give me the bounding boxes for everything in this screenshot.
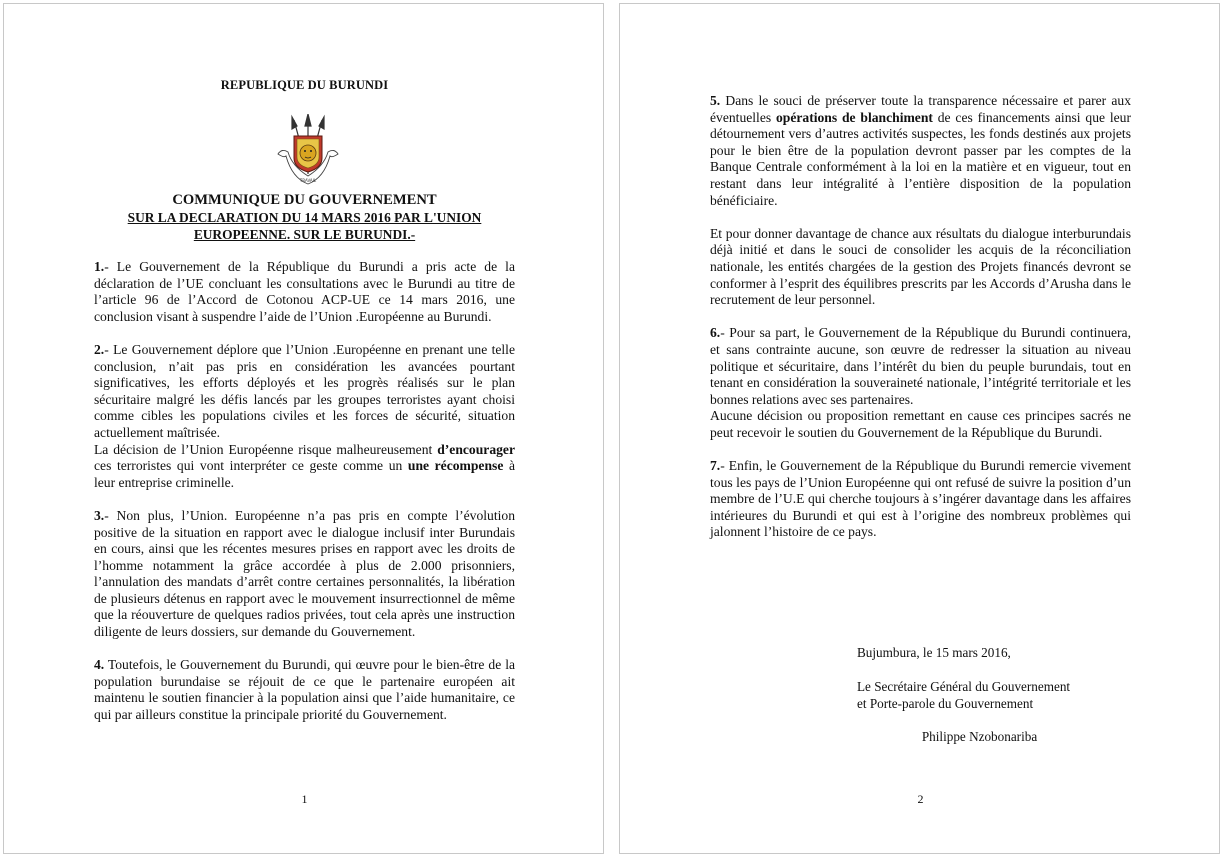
paragraph-7 (710, 458, 1131, 541)
page-1 (3, 3, 604, 854)
paragraph-text: Et pour donner davantage de chance aux résultats du dialogue interburundais déjà initié et dans le souci de consolider les acquis de la réconciliation nationale, les entités chargées de la gestion des Projets financés devront se conformer à l’esprit des équilibres prescrits par les Accords d’Arusha dans le recrutement de leur personnel. (710, 225, 1131, 308)
paragraph-number: 1. (94, 259, 105, 274)
signature-role-line-1: Le Secrétaire Général du Gouvernement (857, 679, 1071, 694)
page-number: 2 (917, 792, 924, 806)
page-2-body (710, 93, 1131, 558)
paragraph-2 (94, 342, 515, 491)
paragraph-text: de ces financements ainsi que leur détournement vers d’autres activités suspectes, les fonds destinés aux projets pour le bien être de la population devront passer par les comptes de la Banque Centrale conformément à la loi en la matière et en vigueur, tout en restant dans leur intégralité à l’entière disposition de la population bénéficiaire. (710, 109, 1131, 208)
paragraph-5-continued (710, 226, 1131, 309)
paragraph-text: - Le Gouvernement de la République du Burundi a pris acte de la déclaration de l’UE concluant les consultations avec le Burundi au titre de l’article 96 de l’Accord de Cotonou ACP-UE ce 14 mars 2016, une conclusion visant à suspendre l’aide de l’Union .Européenne au Burundi. (94, 259, 515, 324)
page-number: 1 (301, 792, 308, 806)
paragraph-6 (710, 325, 1131, 441)
paragraph-text: Dans le souci de préserver toute la transparence nécessaire et parer aux éventuelles (710, 93, 1131, 125)
paragraph-text: - Non plus, l’Union. Européenne n’a pas pris en compte l’évolution positive de la situation en rapport avec le dialogue inclusif inter Burundais en cours, ainsi que les récentes mesures prises en rapport avec les droits de l’homme notamment la grâce accordée à plus de 2.000 prisonniers, l’annulation des mandats d’arrêt contre certaines personnalités, la libération de plusieurs détenus en rapport avec le mouvement insurrectionnel de même que la réouverture de quelques radios privées, tout cela après une instruction diligente de leurs dossiers, sur demande du Gouvernement. (94, 507, 515, 640)
paragraph-text: Aucune décision ou proposition remettant en cause ces principes sacrés ne peut recevoir le soutien du Gouvernement de la République du Burundi. (710, 408, 1131, 440)
paragraph-text: La décision de l’Union Européenne risque malheureusement (94, 441, 438, 457)
emphasis-text: une récompense (407, 458, 504, 474)
signature-place-date: Bujumbura, le 15 mars 2016, (857, 645, 1011, 660)
communique-subtitle (4, 209, 605, 243)
paragraph-text: Toutefois, le Gouvernement du Burundi, qui œuvre pour le bien-être de la population burundaise se réjouit de ce que le partenaire européen ait maintenu le soutien financier à la population ainsi que l’aide humanitaire, ce qui par ailleurs constitue la principale priorité du Gouvernement. (94, 657, 515, 723)
subtitle-line-2: EUROPEENNE. SUR LE BURUNDI.- (193, 227, 416, 242)
paragraph-4 (94, 657, 515, 723)
paragraph-number: 6. (710, 325, 721, 341)
page-1-body (94, 259, 515, 740)
header-republique: REPUBLIQUE DU BURUNDI (220, 78, 389, 92)
paragraph-number: 7. (710, 458, 721, 474)
emphasis-text: d’encourager (437, 441, 515, 457)
paragraph-text: - Le Gouvernement déplore que l’Union .Européenne en prenant une telle conclusion, n’ait pas pris en considération les avancées pourtant significatives, les efforts déployés et les progrès réalisés sur le plan sécuritaire malgré les défis lancés par les groupes terroristes ayant choisi comme cibles les populations civiles et les forces de sécurité, situation actuellement maîtrisée. (94, 341, 515, 440)
paragraph-number: 2. (94, 341, 105, 357)
svg-text:TRAVAIL: TRAVAIL (299, 178, 317, 183)
paragraph-number: 5. (710, 93, 721, 108)
paragraph-1 (94, 259, 515, 325)
paragraph-5 (710, 93, 1131, 209)
paragraph-3 (94, 508, 515, 641)
paragraph-text: - Enfin, le Gouvernement de la République du Burundi remercie vivement tous les pays de l’Union Européenne qui ont refusé de suivre la position d’un membre de l’U.E qui cherche toujours à s’ingérer davantage dans les affaires intérieures du Burundi et qui est à l’origine des nombreux problèmes qui jalonnent l’histoire de ce pays. (710, 458, 1131, 540)
paragraph-number: 3. (94, 507, 105, 523)
paragraph-number: 4. (94, 657, 105, 673)
subtitle-line-1: SUR LA DECLARATION DU 14 MARS 2016 PAR L'UNION (127, 210, 482, 225)
paragraph-text: - Pour sa part, le Gouvernement de la République du Burundi continuera, et sans contrainte aucune, son œuvre de redresser la situation au niveau politique et sécuritaire, dans l’intérêt du bien du peuple burundais, tout en tenant en considération la souveraineté nationale, l’intégrité territoriale et les bonnes relations avec ses partenaires. (710, 325, 1131, 407)
communique-title: COMMUNIQUE DU GOUVERNEMENT (172, 192, 437, 208)
paragraph-text: ces terroristes qui vont interpréter ce geste comme un (94, 458, 408, 474)
signature-role-line-2: et Porte-parole du Gouvernement (857, 696, 1034, 711)
signatory-name: Philippe Nzobonariba (921, 729, 1038, 744)
emphasis-text: opérations de blanchiment (775, 109, 933, 125)
paragraph-text: à leur entreprise criminelle. (94, 458, 515, 490)
burundi-coat-of-arms-icon (272, 114, 344, 190)
page-2 (619, 3, 1220, 854)
